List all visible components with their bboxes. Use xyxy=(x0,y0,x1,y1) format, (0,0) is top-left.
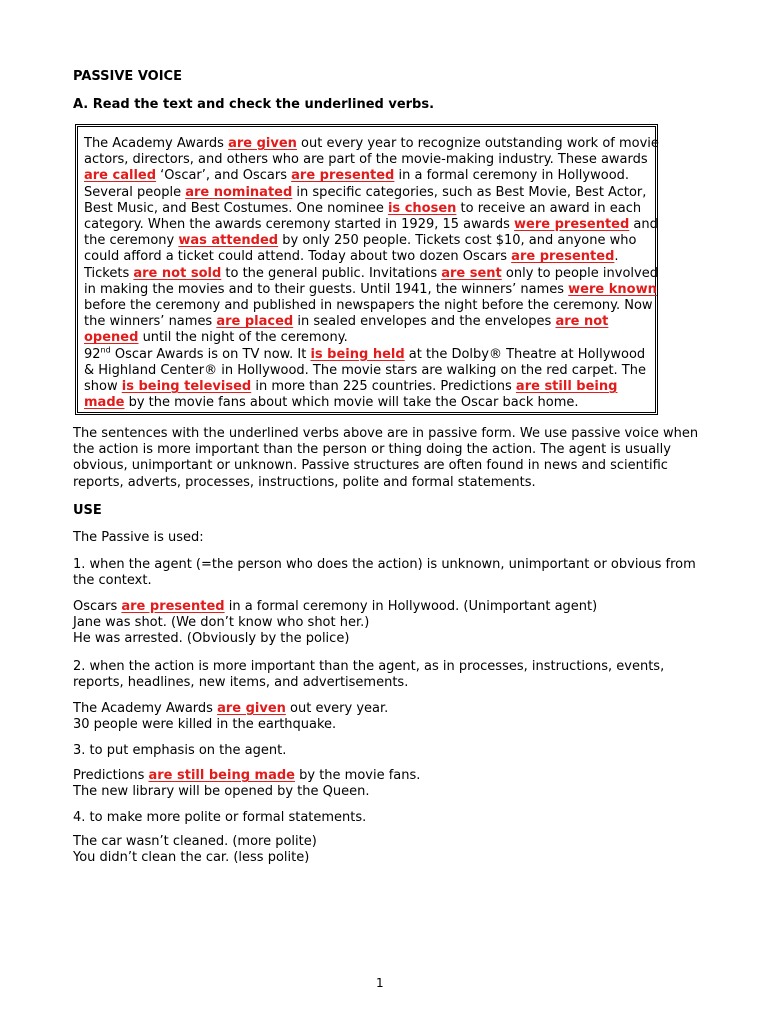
text-run: Oscar Awards is on TV now. It xyxy=(110,346,311,362)
example-sentence: Jane was shot. (We don’t know who shot her.) xyxy=(73,615,370,631)
text-run: in more than 225 countries. Predictions xyxy=(251,379,516,395)
reading-paragraph-1 xyxy=(84,136,659,347)
rule-3: 3. to put emphasis on the agent. xyxy=(73,743,287,758)
passive-used-line: The Passive is used: xyxy=(73,530,204,545)
underlined-verb: are given xyxy=(217,701,286,716)
text-run: in sealed envelopes and the envelopes xyxy=(293,314,556,330)
underlined-verb: are not opened xyxy=(84,314,609,346)
example-sentence: 30 people were killed in the earthquake. xyxy=(73,717,337,733)
underlined-verb: are presented xyxy=(291,168,395,184)
rule-2: 2. when the action is more important than the agent, as in processes, instructions, events, reports, headlines, new items, and advertisements. xyxy=(73,659,665,691)
example-sentence: You didn’t clean the car. (less polite) xyxy=(73,850,310,866)
examples-1 xyxy=(73,599,708,648)
underlined-verb: is being held xyxy=(310,346,405,362)
rule-1: 1. when the agent (=the person who does the action) is unknown, unimportant or obvious from the context. xyxy=(73,557,696,589)
reading-paragraph-2 xyxy=(84,347,659,412)
underlined-verb: is being televised xyxy=(121,379,252,395)
text-run: until the night of the ceremony. xyxy=(138,330,348,346)
text-run: The Academy Awards xyxy=(73,701,218,716)
text-run: out every year to recognize outstanding work of movie actors, directors, and others who are part of the movie-making industry. These awards xyxy=(84,136,659,168)
text-run: 92 xyxy=(84,346,101,362)
text-run: Oscars xyxy=(73,599,122,614)
underlined-verb: are given xyxy=(228,136,297,151)
text-run: before the ceremony and published in newspapers the night before the ceremony. Now the winners’ names xyxy=(84,298,653,330)
text-run: in specific categories, such as Best Movie, Best Actor, Best Music, and Best Costumes. One nominee xyxy=(84,184,647,216)
text-run: at the Dolby® Theatre at Hollywood & Highland Center® in Hollywood. The movie stars are walking on the red carpet. The show xyxy=(84,346,646,395)
underlined-verb: are presented xyxy=(511,249,615,265)
examples-2 xyxy=(73,701,708,733)
underlined-verb: are still being made xyxy=(84,379,618,411)
text-run: The Academy Awards xyxy=(84,136,229,151)
text-run: to receive an award in each category. When the awards ceremony started in 1929, 15 awards xyxy=(84,200,642,233)
page-number: 1 xyxy=(376,976,384,990)
text-run: out every year. xyxy=(285,701,389,716)
underlined-verb: are nominated xyxy=(185,184,293,200)
underlined-verb: is chosen xyxy=(387,200,457,216)
example-sentence: He was arrested. (Obviously by the police) xyxy=(73,631,350,647)
use-heading: USE xyxy=(73,503,102,518)
text-run: by the movie fans. xyxy=(294,768,421,783)
text-run: to the general public. Invitations xyxy=(221,265,442,281)
underlined-verb: was attended xyxy=(178,233,279,249)
underlined-verb: were known xyxy=(568,281,657,297)
text-run: ‘Oscar’, and Oscars xyxy=(156,168,292,184)
reading-text xyxy=(84,136,659,411)
text-run: and the ceremony xyxy=(84,217,658,249)
underlined-verb: were presented xyxy=(514,217,630,233)
ordinal-suffix: nd xyxy=(100,345,111,355)
text-run: by only 250 people. Tickets cost $10, and anyone who could afford a ticket could attend. Today about two dozen Oscars xyxy=(84,233,637,265)
text-run: in a formal ceremony in Hollywood. Several people xyxy=(84,168,630,200)
text-run: by the movie fans about which movie will take the Oscar back home. xyxy=(124,395,579,411)
reading-text-box xyxy=(75,124,658,415)
underlined-verb: are called xyxy=(84,168,157,184)
underlined-verb: are sent xyxy=(441,265,502,281)
text-run: in a formal ceremony in Hollywood. (Unimportant agent) xyxy=(224,599,598,614)
text-run: only to people involved in making the movies and to their guests. Until 1941, the winners’ names xyxy=(84,265,658,297)
document-title: PASSIVE VOICE xyxy=(73,69,182,84)
text-run: . Tickets xyxy=(84,249,619,281)
underlined-verb: are placed xyxy=(216,314,294,330)
exercise-instruction: A. Read the text and check the underlined verbs. xyxy=(73,97,435,112)
examples-4 xyxy=(73,834,708,866)
intro-paragraph: The sentences with the underlined verbs above are in passive form. We use passive voice when the action is more important than the person or thing doing the action. The agent is usually obvious, unimportant or unknown. Passive structures are often found in news and scientific reports, adverts, processes, instructions, polite and formal statements. xyxy=(73,426,699,490)
examples-3 xyxy=(73,768,708,800)
example-sentence: The new library will be opened by the Queen. xyxy=(73,784,370,800)
underlined-verb: are still being made xyxy=(148,768,295,783)
underlined-verb: are not sold xyxy=(133,265,222,281)
rule-4: 4. to make more polite or formal statements. xyxy=(73,810,367,825)
example-sentence: The car wasn’t cleaned. (more polite) xyxy=(73,834,317,849)
underlined-verb: are presented xyxy=(121,599,225,614)
text-run: Predictions xyxy=(73,768,149,783)
